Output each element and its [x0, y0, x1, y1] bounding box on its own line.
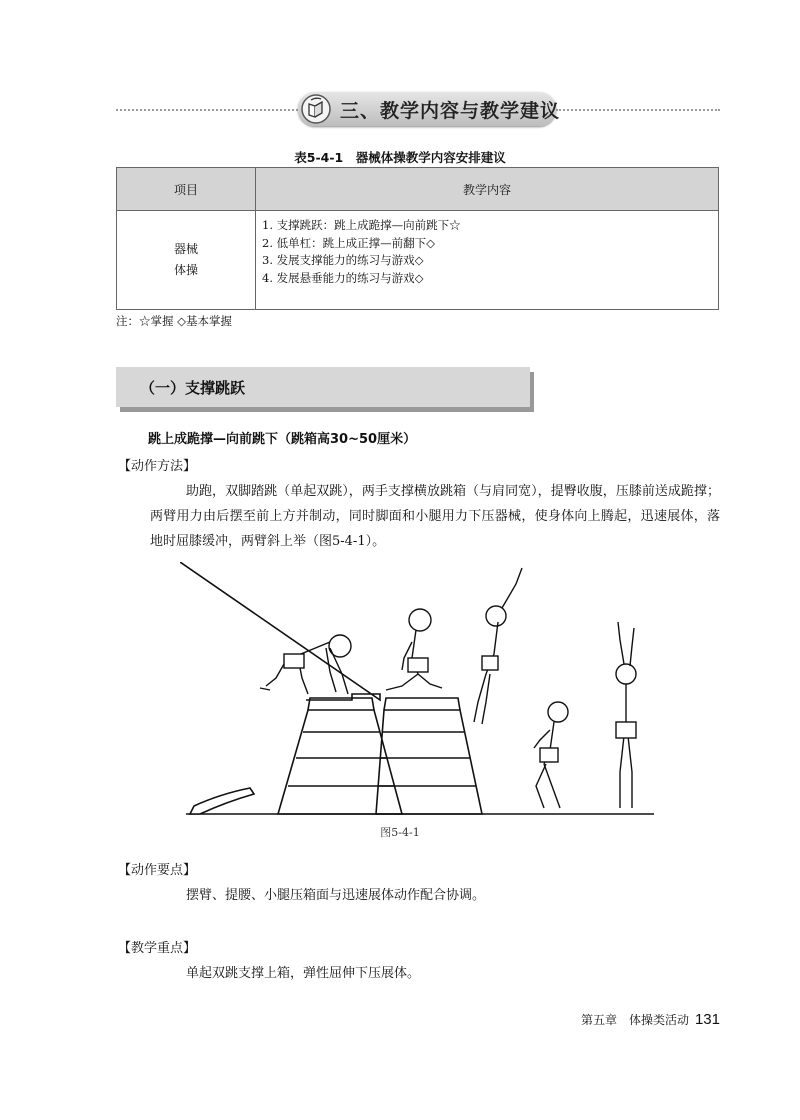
- subsection-title: （一）支撑跳跃: [140, 379, 246, 397]
- table-note: 注：☆掌握 ◇基本掌握: [116, 314, 232, 328]
- item-line: 器械: [173, 242, 198, 256]
- points-label: 【动作要点】: [118, 863, 197, 878]
- method-label: 【动作方法】: [118, 459, 197, 474]
- dotted-rule-right: [556, 109, 720, 111]
- vault-illustration: [180, 562, 660, 824]
- page-number: 131: [694, 1011, 720, 1028]
- dotted-rule-left: [116, 109, 298, 111]
- table-header-item: 项目: [117, 168, 256, 211]
- method-text: 助跑，双脚踏跳（单起双跳），两手支撑横放跳箱（与肩同宽），提臀收腹，压膝前送成跪撑；两臂用力由后摆至前上方并制动，同时脚面和小腿用力下压器械，使身体向上腾起，迅速展体，落地时屈膝缓冲，两臂斜上举（图5-4-1）。: [150, 484, 720, 549]
- page-footer: [581, 1011, 720, 1028]
- action-title: 跳上成跪撑—向前跳下（跳箱高30~50厘米）: [148, 432, 417, 447]
- table-row: [117, 211, 719, 310]
- table-header-content: 教学内容: [256, 168, 719, 211]
- section-title: 三、教学内容与教学建议: [340, 100, 561, 122]
- content-line: 3. 发展支撑能力的练习与游戏◇: [262, 253, 424, 267]
- table-cell-item: [117, 211, 256, 310]
- content-line: 2. 低单杠：跳上成正撑—前翻下◇: [262, 235, 435, 250]
- book-icon: [300, 94, 332, 124]
- content-line: 4. 发展悬垂能力的练习与游戏◇: [262, 270, 424, 285]
- focus-label: 【教学重点】: [118, 941, 197, 956]
- focus-text: 单起双跳支撑上箱，弹性屈伸下压展体。: [186, 966, 421, 981]
- table-caption: 表5-4-1 器械体操教学内容安排建议: [294, 150, 506, 165]
- content-plan-table: [116, 167, 719, 310]
- table-header-row: [117, 168, 719, 211]
- content-line: 1. 支撑跳跃：跳上成跪撑—向前跳下☆: [262, 218, 461, 232]
- chapter-label: 第五章 体操类活动: [580, 1013, 689, 1027]
- figure-caption: 图5-4-1: [380, 826, 420, 839]
- table-cell-content: [256, 211, 719, 310]
- points-text: 摆臂、提腰、小腿压箱面与迅速展体动作配合协调。: [186, 888, 486, 903]
- subsection-box: [116, 367, 530, 407]
- item-line: 体操: [173, 263, 198, 277]
